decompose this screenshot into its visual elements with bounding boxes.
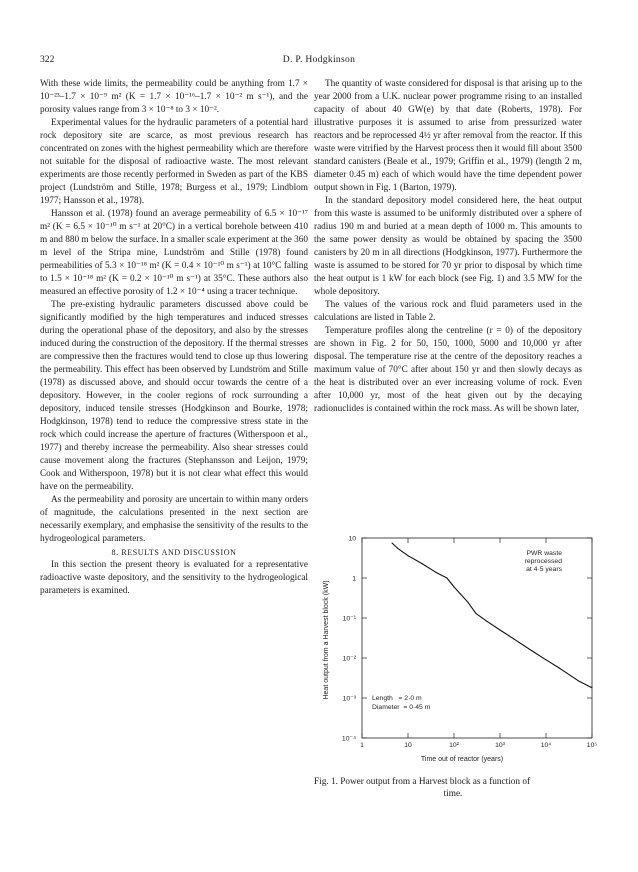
paragraph: The values of the various rock and fluid parameters used in the calculations are listed in Table 2. [314,300,582,323]
y-tick-label: 10 [348,535,356,543]
heat-output-chart [314,528,602,772]
data-point [467,602,468,603]
parameter-length: Length = 2·0 m [372,695,422,702]
left-column [40,78,308,598]
data-point [578,680,579,681]
y-tick-label: 10⁻² [342,655,356,663]
data-point [486,620,487,621]
running-author: D. P. Hodgkinson [282,54,356,65]
x-tick-label: 10⁴ [540,742,552,749]
data-point [591,687,592,688]
caption-line: Fig. 1. Power output from a Harvest block as a function of [314,777,531,787]
running-header [0,54,638,68]
figure-caption [314,776,592,800]
y-tick-label: 10⁻⁴ [341,735,356,743]
data-point [532,650,533,651]
x-tick-label: 10³ [495,742,505,749]
x-tick-label: 10 [404,742,412,749]
x-tick-label: 10² [449,742,459,749]
data-point [513,638,514,639]
data-point [435,572,436,573]
page-number: 322 [40,54,55,65]
paragraph: As the permeability and porosity are uncertain to within many orders of magnitude, the calculations presented in the next section are necessarily exemplary, and emphasise the sensitivity of the results to the hydrogeological parameters. [40,495,308,544]
x-tick-label: 1 [360,742,364,749]
paragraph: In this section the present theory is evaluated for a representative radioactive waste depository, and the sensitivity to the hydrogeological parameters is examined. [40,560,308,596]
paragraph: With these wide limits, the permeability could be anything from 1.7 × 10⁻²³–1.7 × 10⁻⁹ m² (K = 1.7 × 10⁻¹⁶–1.7 × 10⁻² m s⁻¹), and the porosity values range from 3 × 10⁻⁸ to 3 × 10⁻². [40,79,308,115]
data-point [407,555,408,556]
data-point [453,586,454,587]
annotation-line: reprocessed [524,558,562,565]
paragraph: Temperature profiles along the centreline (r = 0) of the depository are shown in Fig. 2 for 50, 150, 1000, 5000 and 10,000 yr after disposal. The temperature rise at the centre of the depository reaches a maximum value of 70°C after about 150 yr and then slowly decays as the heat is distributed over an ever increasing volume of rock. Even after 10,000 yr, most of the heat given out by the decaying radionuclides is contained within the rock mass. As will be shown later, [314,326,582,414]
y-tick-label: 10⁻³ [342,695,356,703]
y-axis-label: Heat output from a Harvest block (kW) [323,580,330,700]
paragraph: Experimental values for the hydraulic parameters of a potential hard rock depository site are scarce, as most previous research has concentrated on zones with the highest permeability which are therefore not suitable for the disposal of radioactive waste. The most relevant experiments are those recently performed in Sweden as part of the KBS project (Lundström and Stille, 1978; Burgess et al., 1979; Lindblom 1977; Hansson et al., 1978). [40,118,308,206]
parameter-diameter: Diameter = 0·45 m [372,704,431,711]
data-point [475,613,476,614]
section-heading: 8. RESULTS AND DISCUSSION [111,548,237,557]
data-point [391,542,392,543]
data-point [499,629,500,630]
data-point [397,548,398,549]
annotation-line: at 4·5 years [526,566,562,573]
series-line [392,543,592,688]
x-axis-label: Time out of reactor (years) [420,756,504,763]
y-tick-label: 10⁻¹ [342,615,356,623]
paragraph: The pre-existing hydraulic parameters discussed above could be significantly modified by the high temperatures and induced stresses during the operational phase of the depository, and also by the stresses induced during the construction of the depository. If the thermal stresses are compressive then the fractures would tend to close up thus lowering the permeability. This effect has been observed by Lundström and Stille (1978) as discussed above, and should occur towards the centre of a depository. However, in the cooler regions of rock surrounding a depository, induced tensile stresses (Hodgkinson and Bourke, 1978; Hodgkinson, 1978) tend to reduce the compressive stress state in the rock which could increase the aperture of fractures (Witherspoon et al., 1977) and thereby increase the permeability. Also shear stresses could cause movement along the fractures (Stephansson and Leijon, 1979; Cook and Witherspoon, 1978) but it is not clear what effect this would have on the permeability. [40,300,308,492]
data-point [559,668,560,669]
caption-line: time. [443,789,463,799]
data-point [446,577,447,578]
data-point [545,659,546,660]
paragraph: The quantity of waste considered for disposal is that arising up to the year 2000 from a U.K. nuclear power programme rising to an installed capacity of about 40 GW(e) by that date (Roberts, 1978). For illustrative purposes it is assumed to arise from pressurized water reactors and be reprocessed 4½ yr after removal from the reactor. If this waste were vitrified by the Harvest process then it would fill about 3500 standard canisters (Beale et al., 1979; Griffin et al., 1979) (length 2 m, diameter 0.45 m) each of which would have the time dependent power output shown in Fig. 1 (Barton, 1979). [314,79,582,193]
figure-1 [314,528,602,772]
paragraph: In the standard depository model considered here, the heat output from this waste is assumed to be uniformly distributed over a sphere of radius 190 m and buried at a mean depth of 1000 m. This amounts to the same power density as would be obtained by spacing the 3500 canisters by 20 m in all directions (Hodgkinson, 1977). Furthermore the waste is assumed to be stored for 70 yr prior to disposal by which time the heat output is 1 kW for each block (see Fig. 1) and 3.5 MW for the whole depository. [314,196,582,297]
y-tick-label: 1 [352,575,356,583]
annotation-line: PWR waste [526,550,562,557]
paragraph: Hansson et al. (1978) found an average permeability of 6.5 × 10⁻¹⁷ m² (K = 6.5 × 10⁻¹⁰ m s⁻¹ at 20°C) in a vertical borehole between 410 m and 880 m below the surface. In a smaller scale experiment at the 360 m level of the Stripa mine, Lundström and Stille (1978) found permeabilities of 5.3 × 10⁻¹⁸ m² (K = 0.4 × 10⁻¹⁰ m s⁻¹) at 10°C falling to 1.5 × 10⁻¹⁸ m² (K = 0.2 × 10⁻¹⁰ m s⁻¹) at 35°C. These authors also measured an effective porosity of 1.2 × 10⁻⁴ using a tracer technique. [40,209,308,297]
x-tick-label: 10⁵ [586,742,598,749]
right-column [314,78,582,416]
data-point [421,563,422,564]
